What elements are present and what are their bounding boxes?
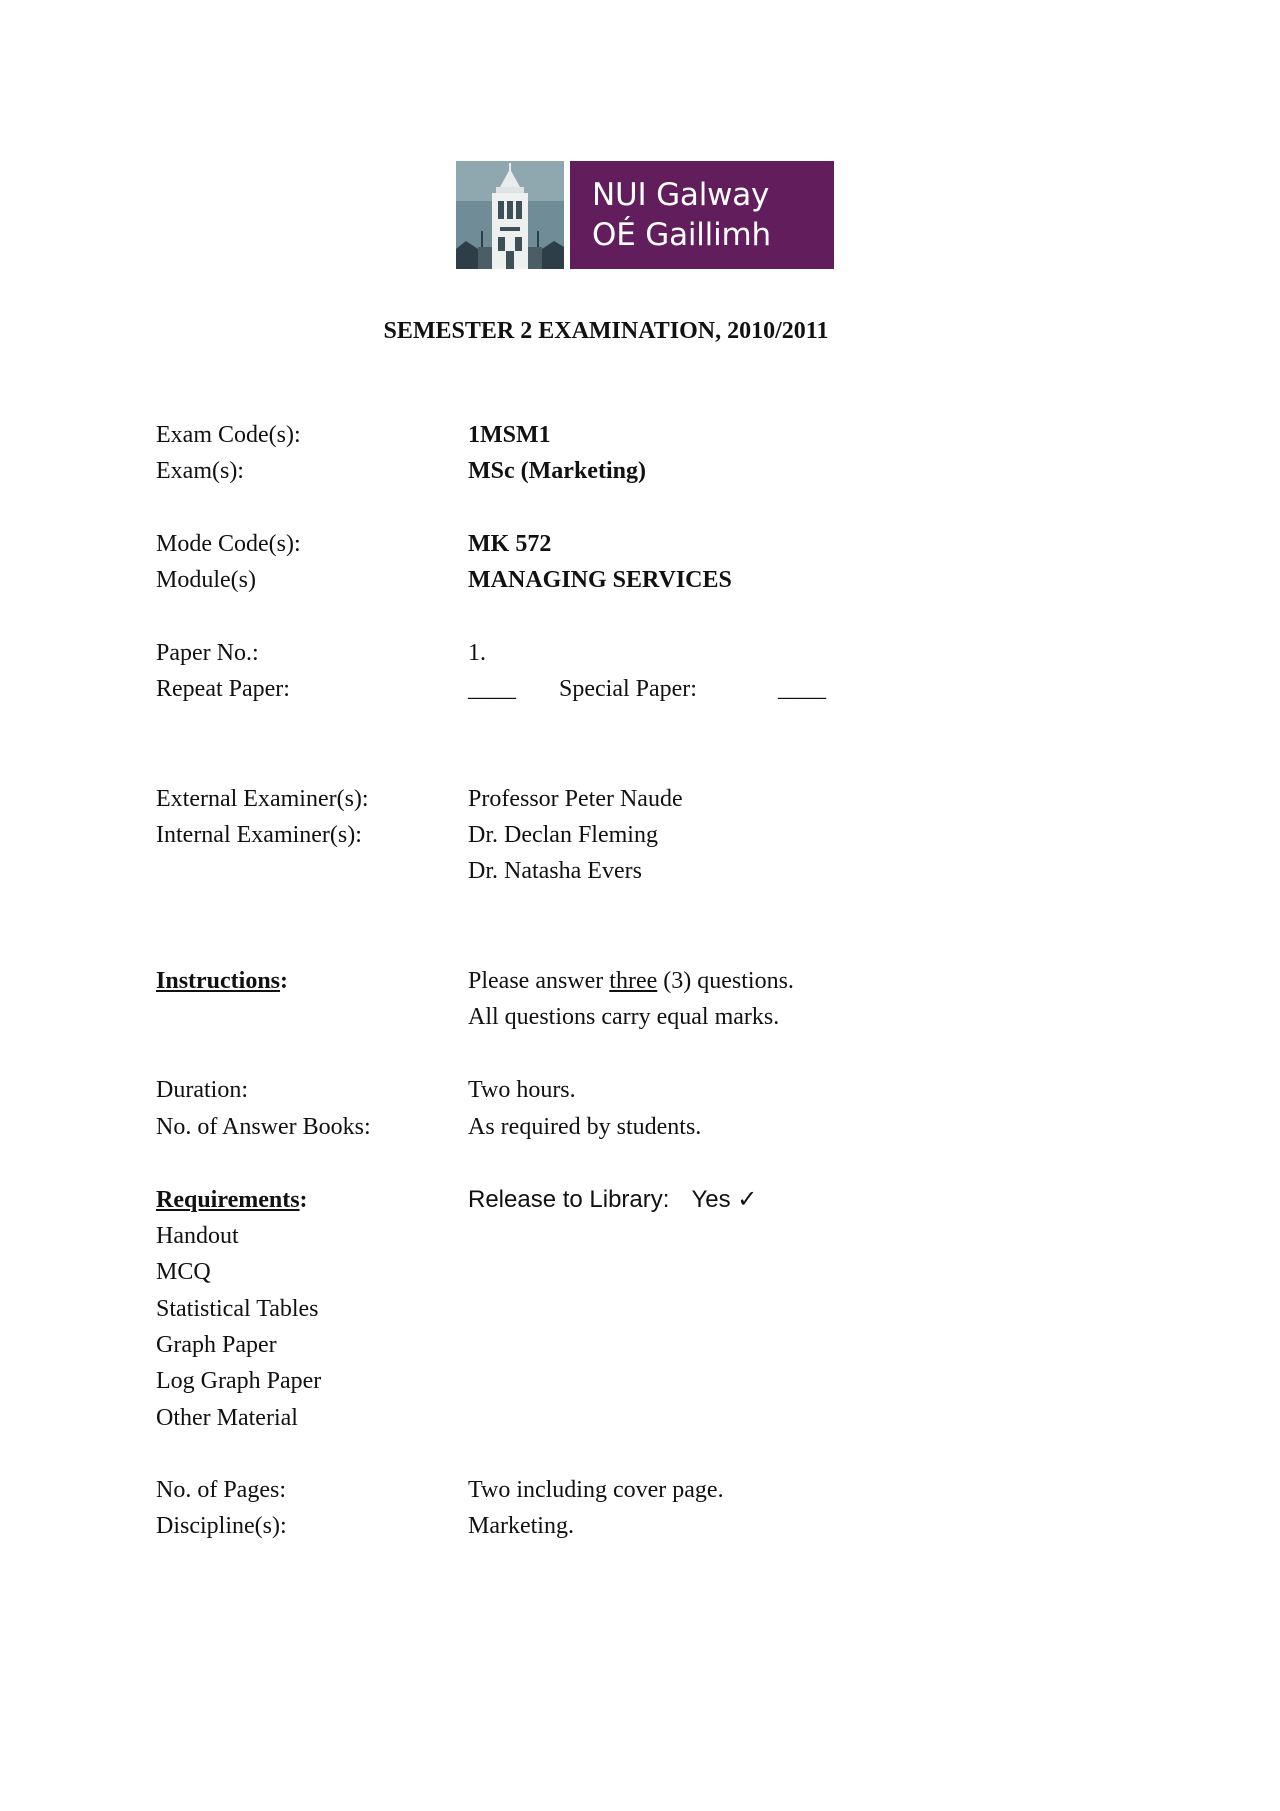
release-to-library-label: Release to Library:	[468, 1186, 670, 1213]
pages-label: No. of Pages:	[156, 1477, 286, 1503]
release-to-library-value: Yes ✓	[691, 1186, 758, 1213]
logo-line-english: NUI Galway	[592, 177, 770, 213]
requirement-mcq: MCQ	[156, 1259, 211, 1285]
paper-no-value: 1.	[468, 640, 486, 666]
special-paper-blank: ____	[778, 676, 826, 702]
requirements-label-colon: :	[299, 1187, 308, 1213]
logo-line-irish: OÉ Gaillimh	[592, 217, 771, 253]
paper-no-label: Paper No.:	[156, 640, 259, 666]
external-examiners-label: External Examiner(s):	[156, 786, 369, 812]
requirement-log-graph-paper: Log Graph Paper	[156, 1368, 322, 1394]
instructions-label	[156, 966, 288, 996]
disciplines-label: Discipline(s):	[156, 1513, 287, 1539]
requirement-other-material: Other Material	[156, 1405, 298, 1431]
mode-codes-label: Mode Code(s):	[156, 531, 301, 557]
instructions-line-1	[468, 966, 794, 996]
instructions-emphasis: three	[609, 968, 658, 994]
pages-value: Two including cover page.	[468, 1477, 724, 1503]
modules-value: MANAGING SERVICES	[468, 567, 732, 593]
duration-label: Duration:	[156, 1077, 248, 1103]
instructions-label-colon: :	[280, 968, 289, 994]
internal-examiners-label: Internal Examiner(s):	[156, 822, 362, 848]
requirement-handout: Handout	[156, 1223, 239, 1249]
repeat-paper-label: Repeat Paper:	[156, 676, 290, 702]
modules-label: Module(s)	[156, 567, 256, 593]
mode-codes-value: MK 572	[468, 531, 552, 557]
requirements-label	[156, 1185, 308, 1215]
nui-galway-logo	[456, 161, 834, 269]
exam-codes-label: Exam Code(s):	[156, 422, 301, 448]
exams-value: MSc (Marketing)	[468, 458, 646, 484]
requirement-graph-paper: Graph Paper	[156, 1332, 277, 1358]
release-to-library	[468, 1185, 757, 1215]
university-tower-crest-icon	[456, 161, 564, 269]
repeat-paper-blank: ____	[468, 676, 516, 702]
exam-heading: SEMESTER 2 EXAMINATION, 2010/2011	[383, 318, 829, 344]
duration-value: Two hours.	[468, 1077, 576, 1103]
exam-codes-value: 1MSM1	[468, 422, 551, 448]
external-examiners-value: Professor Peter Naude	[468, 786, 683, 812]
instructions-line-1-end: (3) questions.	[657, 968, 794, 994]
disciplines-value: Marketing.	[468, 1513, 574, 1539]
instructions-line-1-start: Please answer	[468, 968, 610, 994]
special-paper-label: Special Paper:	[559, 676, 697, 702]
instructions-label-text: Instructions	[156, 968, 281, 994]
repeat-paper-row	[156, 674, 1056, 704]
requirements-label-text: Requirements	[156, 1187, 300, 1213]
answer-books-value: As required by students.	[468, 1114, 702, 1140]
requirements-row	[156, 1185, 1056, 1215]
requirement-statistical-tables: Statistical Tables	[156, 1296, 319, 1322]
logo-wordmark	[570, 161, 834, 269]
answer-books-label: No. of Answer Books:	[156, 1114, 371, 1140]
instructions-line-2: All questions carry equal marks.	[468, 1004, 780, 1030]
internal-examiner-1: Dr. Declan Fleming	[468, 822, 658, 848]
exams-label: Exam(s):	[156, 458, 244, 484]
internal-examiner-2: Dr. Natasha Evers	[468, 858, 642, 884]
